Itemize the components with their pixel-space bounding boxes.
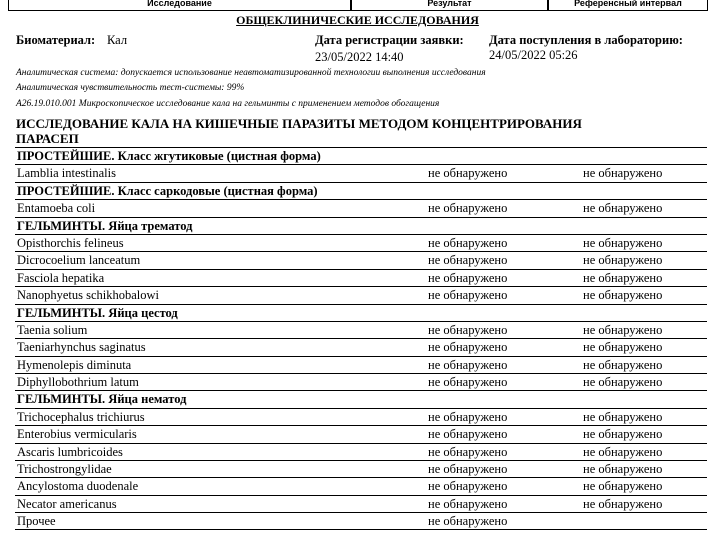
biomaterial-value: Кал xyxy=(107,33,128,47)
group-title: ПРОСТЕЙШИЕ. Класс жгутиковые (цистная форма) xyxy=(17,149,321,163)
table-row xyxy=(15,286,707,303)
result-value: не обнаружено xyxy=(428,496,508,511)
group-title: ГЕЛЬМИНТЫ. Яйца трематод xyxy=(17,218,193,233)
biomaterial-label: Биоматериал: xyxy=(16,33,96,47)
group-header-row xyxy=(15,217,707,234)
result-value: не обнаружено xyxy=(428,253,508,268)
result-value: не обнаружено xyxy=(428,479,508,494)
table-row xyxy=(15,251,707,268)
reference-value: не обнаружено xyxy=(583,375,663,390)
column-header-study: Исследование xyxy=(8,0,351,11)
group-header-row xyxy=(15,304,707,321)
reference-value: не обнаружено xyxy=(583,427,663,442)
reference-value: не обнаружено xyxy=(583,357,663,372)
result-value: не обнаружено xyxy=(428,270,508,285)
reference-value: не обнаружено xyxy=(583,166,663,181)
reference-value: не обнаружено xyxy=(583,253,663,268)
table-row xyxy=(15,338,707,355)
result-value: не обнаружено xyxy=(428,514,508,529)
reference-value: не обнаружено xyxy=(583,462,663,477)
table-row xyxy=(15,164,707,181)
group-title: ГЕЛЬМИНТЫ. Яйца нематод xyxy=(17,392,187,407)
table-row xyxy=(15,356,707,373)
table-row xyxy=(15,199,707,216)
reference-value: не обнаружено xyxy=(583,270,663,285)
table-row xyxy=(15,373,707,390)
results-table xyxy=(15,147,707,530)
parasite-name: Trichocephalus trichiurus xyxy=(17,409,145,424)
table-row xyxy=(15,495,707,512)
result-value: не обнаружено xyxy=(428,444,508,459)
parasite-name: Прочее xyxy=(17,514,56,529)
table-row xyxy=(15,425,707,442)
result-value: не обнаружено xyxy=(428,340,508,355)
column-header-reference: Референсный интервал xyxy=(548,0,708,11)
parasite-name: Entamoeba coli xyxy=(17,201,96,216)
reference-value: не обнаружено xyxy=(583,409,663,424)
reference-value: не обнаружено xyxy=(583,201,663,216)
reference-value: не обнаружено xyxy=(583,288,663,303)
study-title: ИССЛЕДОВАНИЕ КАЛА НА КИШЕЧНЫЕ ПАРАЗИТЫ МЕТОДОМ КОНЦЕНТРИРОВАНИЯ ПАРАСЕП xyxy=(16,116,582,146)
reference-value: не обнаружено xyxy=(583,444,663,459)
result-value: не обнаружено xyxy=(428,201,508,216)
parasite-name: Fasciola hepatika xyxy=(17,270,105,285)
reference-value: не обнаружено xyxy=(583,322,663,337)
group-header-row xyxy=(15,182,707,199)
result-value: не обнаружено xyxy=(428,409,508,424)
table-row xyxy=(15,443,707,460)
table-row xyxy=(15,234,707,251)
analytical-system-note: Аналитическая система: допускается использование неавтоматизированной технологии выполнения исследования xyxy=(16,68,486,78)
parasite-name: Opisthorchis felineus xyxy=(17,235,124,250)
group-title: ГЕЛЬМИНТЫ. Яйца цестод xyxy=(17,305,178,320)
table-row xyxy=(15,321,707,338)
result-value: не обнаружено xyxy=(428,235,508,250)
parasite-name: Ancylostoma duodenale xyxy=(17,479,139,494)
group-header-row xyxy=(15,390,707,407)
result-value: не обнаружено xyxy=(428,427,508,442)
group-header-row xyxy=(15,147,707,164)
parasite-name: Ascaris lumbricoides xyxy=(17,444,123,459)
group-title: ПРОСТЕЙШИЕ. Класс саркодовые (цистная форма) xyxy=(17,183,318,198)
table-row xyxy=(15,512,707,529)
table-row xyxy=(15,408,707,425)
parasite-name: Trichostrongylidae xyxy=(17,462,112,477)
lab-arrival-date-value: 24/05/2022 05:26 xyxy=(489,48,578,62)
result-value: не обнаружено xyxy=(428,288,508,303)
lab-arrival-date-label: Дата поступления в лабораторию: xyxy=(489,33,683,47)
result-value: не обнаружено xyxy=(428,166,508,181)
registration-date-value: 23/05/2022 14:40 xyxy=(315,50,404,64)
method-code: A26.19.010.001 Микроскопическое исследование кала на гельминты с применением методов обогащения xyxy=(16,99,440,109)
reference-value: не обнаружено xyxy=(583,496,663,511)
column-header-result: Результат xyxy=(351,0,548,11)
parasite-name: Dicrocoelium lanceatum xyxy=(17,253,141,268)
parasite-name: Enterobius vermicularis xyxy=(17,427,137,442)
parasite-name: Taeniarhynchus saginatus xyxy=(17,340,146,355)
result-value: не обнаружено xyxy=(428,375,508,390)
parasite-name: Taenia solium xyxy=(17,322,88,337)
parasite-name: Nanophyetus schikhobalowi xyxy=(17,288,159,303)
table-row xyxy=(15,477,707,494)
parasite-name: Lamblia intestinalis xyxy=(17,166,116,181)
result-value: не обнаружено xyxy=(428,462,508,477)
analytical-sensitivity-note: Аналитическая чувствительность тест-системы: 99% xyxy=(16,83,245,93)
reference-value: не обнаружено xyxy=(583,340,663,355)
result-value: не обнаружено xyxy=(428,322,508,337)
table-row xyxy=(15,269,707,286)
parasite-name: Diphyllobothrium latum xyxy=(17,375,139,390)
registration-date-label: Дата регистрации заявки: xyxy=(315,33,464,47)
parasite-name: Hymenolepis diminuta xyxy=(17,357,132,372)
section-title: ОБЩЕКЛИНИЧЕСКИЕ ИССЛЕДОВАНИЯ xyxy=(236,13,479,27)
result-value: не обнаружено xyxy=(428,357,508,372)
parasite-name: Necator americanus xyxy=(17,496,117,511)
reference-value: не обнаружено xyxy=(583,235,663,250)
table-row xyxy=(15,460,707,477)
reference-value: не обнаружено xyxy=(583,479,663,494)
